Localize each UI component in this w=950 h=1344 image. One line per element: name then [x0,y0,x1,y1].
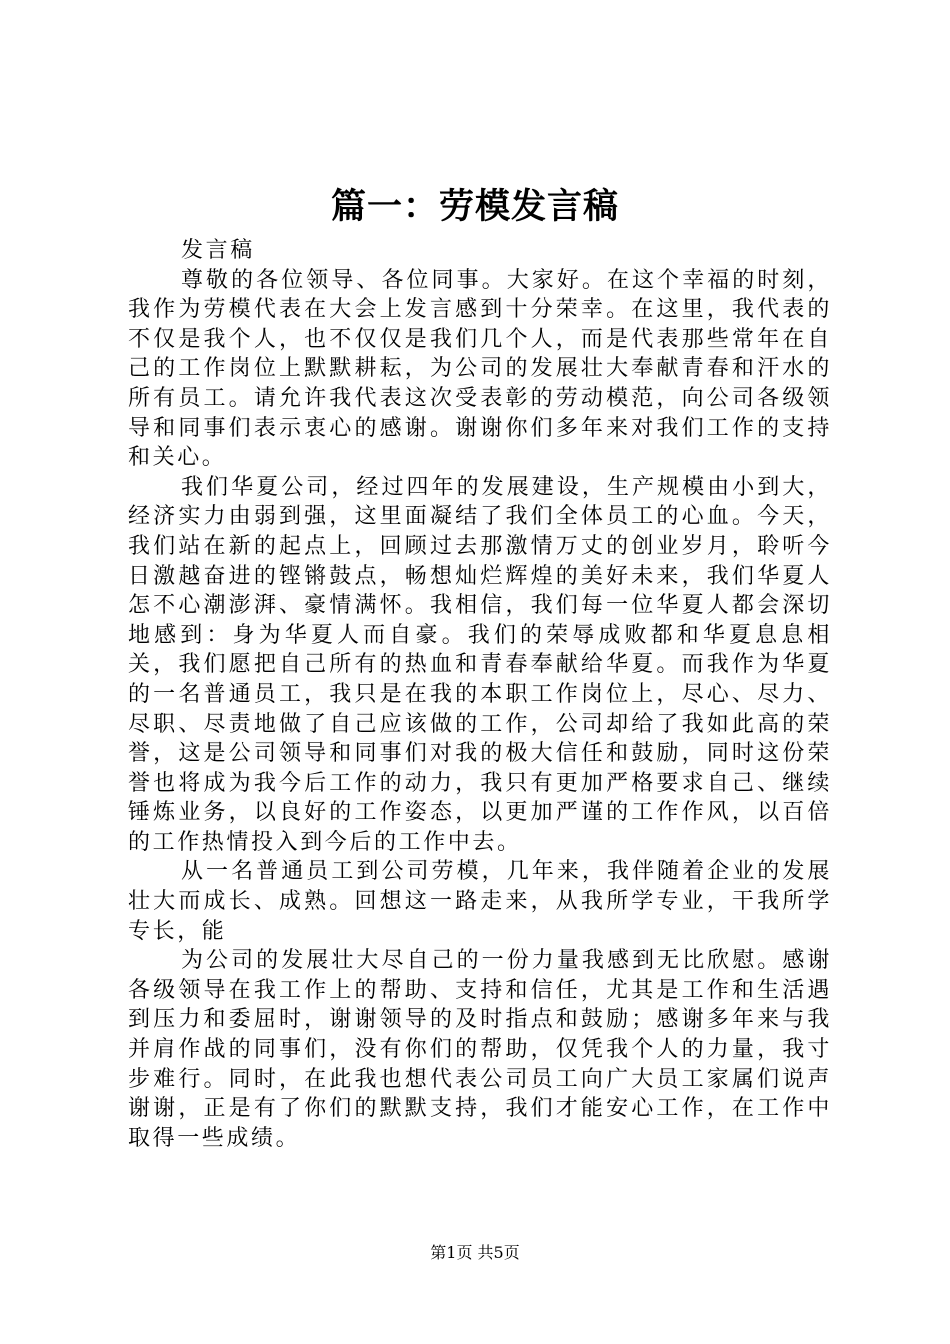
page-footer: 第1页 共5页 [430,1243,520,1262]
paragraph-3: 从一名普通员工到公司劳模，几年来，我伴随着企业的发展壮大而成长、成熟。回想这一路走来，从我所学专业，干我所学专长，能 [128,859,832,944]
document-subtitle: 发言稿 [181,238,255,263]
paragraph-1: 尊敬的各位领导、各位同事。大家好。在这个幸福的时刻，我作为劳模代表在大会上发言感到十分荣幸。在这里，我代表的不仅是我个人，也不仅仅是我们几个人，而是代表那些常年在自己的工作岗位上默默耕耘，为公司的发展壮大奉献青春和汗水的所有员工。请允许我代表这次受表彰的劳动模范，向公司各级领导和同事们表示衷心的感谢。谢谢你们多年来对我们工作的支持和关心。 [128,267,832,471]
paragraph-4: 为公司的发展壮大尽自己的一份力量我感到无比欣慰。感谢各级领导在我工作上的帮助、支持和信任，尤其是工作和生活遇到压力和委屈时，谢谢领导的及时指点和鼓励；感谢多年来与我并肩作战的同事们，没有你们的帮助，仅凭我个人的力量，我寸步难行。同时，在此我也想代表公司员工向广大员工家属们说声谢谢，正是有了你们的默默支持，我们才能安心工作，在工作中取得一些成绩。 [128,948,832,1151]
paragraph-2: 我们华夏公司，经过四年的发展建设，生产规模由小到大，经济实力由弱到强，这里面凝结了我们全体员工的心血。今天，我们站在新的起点上，回顾过去那激情万丈的创业岁月，聆听今日激越奋进的铿锵鼓点，畅想灿烂辉煌的美好未来，我们华夏人怎不心潮澎湃、豪情满怀。我相信，我们每一位华夏人都会深切地感到：身为华夏人而自豪。我们的荣辱成败都和华夏息息相关，我们愿把自己所有的热血和青春奉献给华夏。而我作为华夏的一名普通员工，我只是在我的本职工作岗位上，尽心、尽力、尽职、尽责地做了自己应该做的工作，公司却给了我如此高的荣誉，这是公司领导和同事们对我的极大信任和鼓励，同时这份荣誉也将成为我今后工作的动力，我只有更加严格要求自己、继续锤炼业务，以良好的工作姿态，以更加严谨的工作作风，以百倍的工作热情投入到今后的工作中去。 [128,474,832,855]
document-body [128,236,832,1153]
document-title: 篇一：劳模发言稿 [330,186,619,227]
